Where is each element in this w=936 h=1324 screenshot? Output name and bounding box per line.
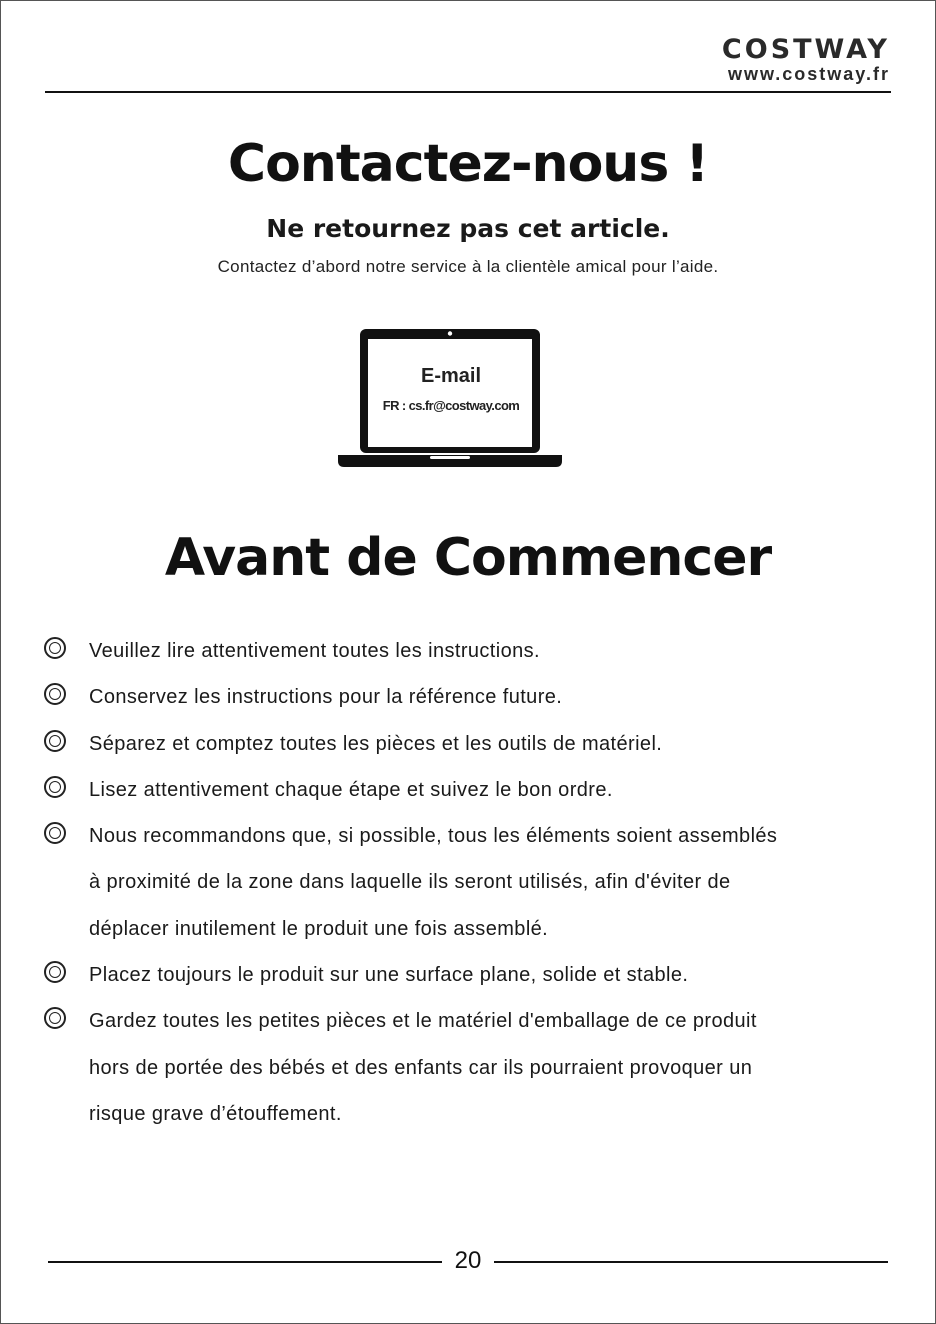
list-item [0,813,936,952]
list-item-text: Nous recommandons que, si possible, tous les éléments soient assemblés [89,825,778,848]
list-item-text: hors de portée des bébés et des enfants car ils pourraient provoquer un [89,1056,753,1079]
brand-name: COSTWAY [721,34,890,65]
list-item-text: risque grave d’étouffement. [89,1102,342,1125]
instruction-list [0,628,936,1137]
section-title: Avant de Commencer [164,528,772,588]
brand-url: www.costway.fr [727,64,890,84]
list-item-text: déplacer inutilement le produit une fois assemblé. [89,917,549,940]
list-item-text: Lisez attentivement chaque étape et suivez le bon ordre. [89,778,613,801]
list-item [0,952,936,998]
contact-subtitle: Ne retournez pas cet article. [266,214,670,243]
list-item-text: Conservez les instructions pour la référence future. [89,686,563,709]
list-item-text: Séparez et comptez toutes les pièces et les outils de matériel. [89,732,663,755]
list-item [0,767,936,813]
contact-title: Contactez-nous ! [227,134,709,194]
list-item [0,628,936,674]
list-item-text: Veuillez lire attentivement toutes les instructions. [89,640,541,662]
page-number: 20 [454,1247,482,1274]
brand-logo [722,36,890,84]
list-item-text: Gardez toutes les petites pièces et le matériel d'emballage de ce produit [89,1010,757,1033]
list-item [0,674,936,720]
email-address: FR : cs.fr@costway.com [382,398,520,413]
header-divider [45,91,891,93]
list-item [0,721,936,767]
footer-divider-right [494,1261,888,1263]
list-item [0,998,936,1137]
email-label: E-mail [420,365,482,387]
list-item-text: Placez toujours le produit sur une surface plane, solide et stable. [89,964,689,987]
footer-divider-left [48,1261,442,1263]
contact-intro: Contactez d’abord notre service à la clientèle amical pour l’aide. [217,257,719,276]
list-item-text: à proximité de la zone dans laquelle ils seront utilisés, afin d'éviter de [89,871,731,894]
